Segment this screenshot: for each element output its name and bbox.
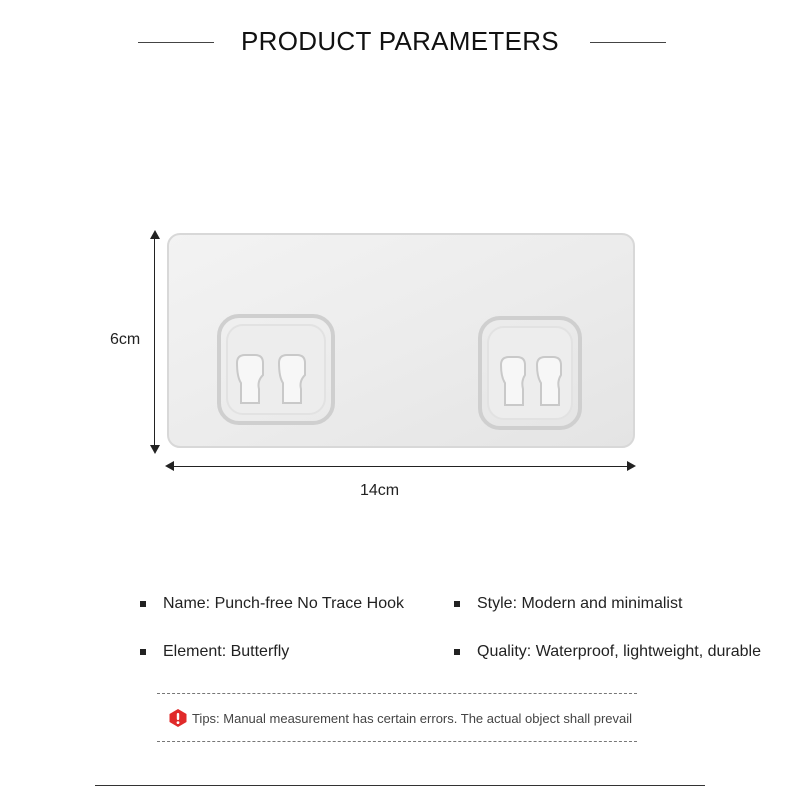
height-label: 6cm [110, 331, 141, 348]
spec-name [140, 595, 404, 613]
right-hook-mount [480, 318, 580, 428]
spec-style-text: Style: Modern and minimalist [477, 595, 683, 612]
spec-element-text: Element: Butterfly [163, 643, 290, 660]
left-hook-mount [219, 316, 333, 423]
width-dimension-line [168, 466, 632, 467]
hook-plate-image [167, 233, 635, 448]
page-title: PRODUCT PARAMETERS [241, 26, 559, 56]
spec-style [454, 595, 682, 613]
tip-row [0, 708, 800, 728]
bullet-icon [140, 649, 146, 655]
width-label: 14cm [360, 482, 400, 499]
spec-quality-text: Quality: Waterproof, lightweight, durable [477, 643, 761, 660]
spec-quality [454, 643, 761, 661]
bullet-icon [454, 601, 460, 607]
height-dimension-line [154, 234, 155, 450]
bottom-rule [95, 785, 705, 786]
arrow-left-icon [165, 461, 174, 471]
spec-name-text: Name: Punch-free No Trace Hook [163, 595, 404, 612]
arrow-right-icon [627, 461, 636, 471]
arrow-up-icon [150, 230, 160, 239]
bullet-icon [140, 601, 146, 607]
bullet-icon [454, 649, 460, 655]
arrow-down-icon [150, 445, 160, 454]
tip-divider-bottom [157, 741, 637, 742]
tip-text: Tips: Manual measurement has certain errors. The actual object shall prevail [191, 710, 633, 726]
warning-icon [168, 708, 188, 728]
tip-divider-top [157, 693, 637, 694]
spec-element [140, 643, 289, 661]
title-rule-right [590, 42, 666, 43]
